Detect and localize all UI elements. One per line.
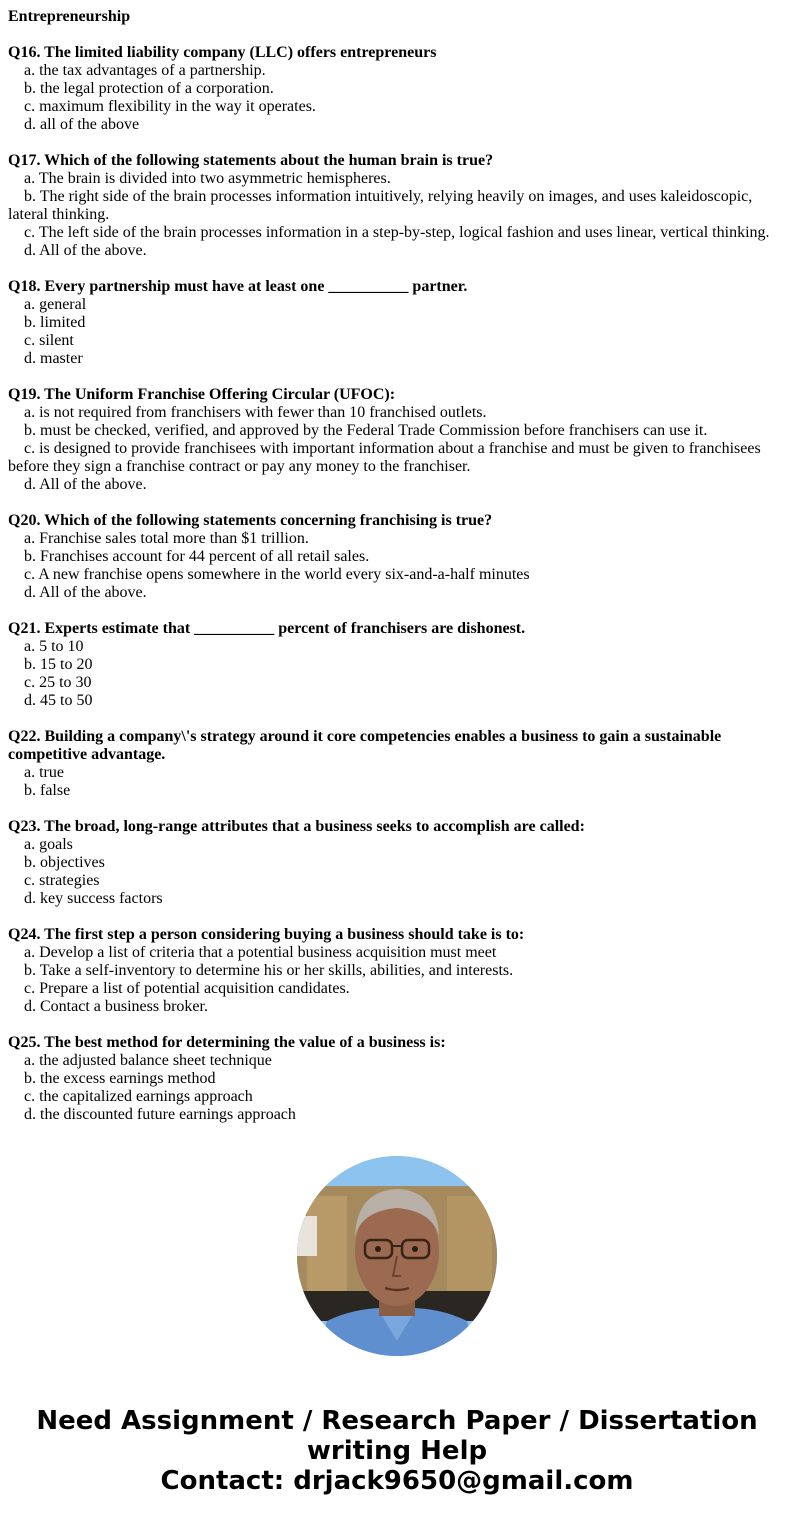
answer-option — [8, 404, 786, 422]
answer-option — [8, 782, 786, 800]
option-text: b. the legal protection of a corporation. — [24, 80, 274, 97]
answer-option — [8, 224, 786, 242]
option-text: c. silent — [24, 332, 74, 349]
option-text: b. The right side of the brain processes information intuitively, relying heavily on images, and uses kaleidoscopic, lateral thinking. — [8, 188, 753, 223]
option-text: a. the adjusted balance sheet technique — [24, 1052, 272, 1069]
option-text: d. All of the above. — [24, 476, 147, 493]
option-text: a. 5 to 10 — [24, 638, 84, 655]
answer-option — [8, 314, 786, 332]
answer-option — [8, 548, 786, 566]
question-text: Q22. Building a company\'s strategy around it core competencies enables a business to gain a sustainable competitive advantage. — [8, 728, 722, 763]
question-block — [8, 926, 786, 1016]
page-title: Entrepreneurship — [8, 8, 131, 25]
question-block — [8, 620, 786, 710]
promo-footer — [0, 1406, 794, 1496]
option-text: c. maximum flexibility in the way it operates. — [24, 98, 316, 115]
option-text: c. the capitalized earnings approach — [24, 1088, 253, 1105]
option-text: a. true — [24, 764, 64, 781]
question-text: Q17. Which of the following statements about the human brain is true? — [8, 152, 494, 169]
author-avatar — [297, 1156, 497, 1356]
answer-option — [8, 332, 786, 350]
option-text: c. is designed to provide franchisees with important information about a franchise and must be given to franchisees before they sign a franchise contract or pay any money to the franchiser. — [8, 440, 761, 475]
option-text: a. Develop a list of criteria that a potential business acquisition must meet — [24, 944, 497, 961]
option-text: b. Take a self-inventory to determine his or her skills, abilities, and interests. — [24, 962, 514, 979]
option-text: c. The left side of the brain processes information in a step-by-step, logical fashion and uses linear, vertical thinking. — [24, 224, 770, 241]
option-text: a. general — [24, 296, 87, 313]
question-block — [8, 512, 786, 602]
question-block — [8, 818, 786, 908]
promo-headline: Need Assignment / Research Paper / Dissertation writing Help — [36, 1406, 758, 1466]
answer-option — [8, 62, 786, 80]
answer-option — [8, 170, 786, 188]
option-text: d. 45 to 50 — [24, 692, 93, 709]
option-text: b. false — [24, 782, 71, 799]
question-block — [8, 152, 786, 260]
contact-email: Contact: drjack9650@gmail.com — [160, 1466, 634, 1496]
answer-option — [8, 998, 786, 1016]
option-text: d. the discounted future earnings approach — [24, 1106, 296, 1123]
option-text: c. strategies — [24, 872, 100, 889]
question-text: Q16. The limited liability company (LLC) offers entrepreneurs — [8, 44, 437, 61]
answer-option — [8, 584, 786, 602]
answer-option — [8, 638, 786, 656]
question-text: Q20. Which of the following statements concerning franchising is true? — [8, 512, 493, 529]
option-text: c. Prepare a list of potential acquisition candidates. — [24, 980, 350, 997]
question-block — [8, 728, 786, 800]
answer-option — [8, 980, 786, 998]
option-text: d. Contact a business broker. — [24, 998, 208, 1015]
portrait-icon — [297, 1156, 497, 1356]
answer-option — [8, 890, 786, 908]
answer-option — [8, 764, 786, 782]
option-text: d. all of the above — [24, 116, 140, 133]
answer-option — [8, 440, 786, 476]
answer-option — [8, 566, 786, 584]
answer-option — [8, 188, 786, 224]
option-text: b. 15 to 20 — [24, 656, 93, 673]
answer-option — [8, 854, 786, 872]
option-text: b. limited — [24, 314, 86, 331]
question-block — [8, 44, 786, 134]
question-block — [8, 1034, 786, 1124]
avatar-container — [0, 1156, 794, 1356]
answer-option — [8, 1052, 786, 1070]
answer-option — [8, 836, 786, 854]
answer-option — [8, 962, 786, 980]
answer-option — [8, 872, 786, 890]
option-text: d. key success factors — [24, 890, 163, 907]
question-block — [8, 278, 786, 368]
answer-option — [8, 944, 786, 962]
option-text: b. the excess earnings method — [24, 1070, 216, 1087]
answer-option — [8, 80, 786, 98]
answer-option — [8, 296, 786, 314]
question-block — [8, 386, 786, 494]
option-text: d. All of the above. — [24, 242, 147, 259]
answer-option — [8, 98, 786, 116]
answer-option — [8, 1070, 786, 1088]
answer-option — [8, 422, 786, 440]
answer-option — [8, 476, 786, 494]
answer-option — [8, 692, 786, 710]
question-text: Q21. Experts estimate that __________ percent of franchisers are dishonest. — [8, 620, 526, 637]
option-text: a. goals — [24, 836, 73, 853]
option-text: c. 25 to 30 — [24, 674, 92, 691]
option-text: a. Franchise sales total more than $1 trillion. — [24, 530, 309, 547]
answer-option — [8, 1106, 786, 1124]
option-text: b. must be checked, verified, and approved by the Federal Trade Commission before franchisers can use it. — [24, 422, 708, 439]
option-text: c. A new franchise opens somewhere in the world every six-and-a-half minutes — [24, 566, 530, 583]
question-text: Q25. The best method for determining the value of a business is: — [8, 1034, 446, 1051]
answer-option — [8, 1088, 786, 1106]
question-text: Q23. The broad, long-range attributes that a business seeks to accomplish are called: — [8, 818, 585, 835]
option-text: a. is not required from franchisers with fewer than 10 franchised outlets. — [24, 404, 487, 421]
option-text: b. Franchises account for 44 percent of all retail sales. — [24, 548, 370, 565]
answer-option — [8, 116, 786, 134]
answer-option — [8, 242, 786, 260]
option-text: d. All of the above. — [24, 584, 147, 601]
question-text: Q24. The first step a person considering buying a business should take is to: — [8, 926, 525, 943]
question-list — [8, 44, 786, 1124]
answer-option — [8, 350, 786, 368]
question-text: Q18. Every partnership must have at least one __________ partner. — [8, 278, 468, 295]
option-text: a. the tax advantages of a partnership. — [24, 62, 266, 79]
answer-option — [8, 656, 786, 674]
question-text: Q19. The Uniform Franchise Offering Circular (UFOC): — [8, 386, 396, 403]
answer-option — [8, 530, 786, 548]
option-text: a. The brain is divided into two asymmetric hemispheres. — [24, 170, 391, 187]
option-text: d. master — [24, 350, 83, 367]
option-text: b. objectives — [24, 854, 105, 871]
answer-option — [8, 674, 786, 692]
